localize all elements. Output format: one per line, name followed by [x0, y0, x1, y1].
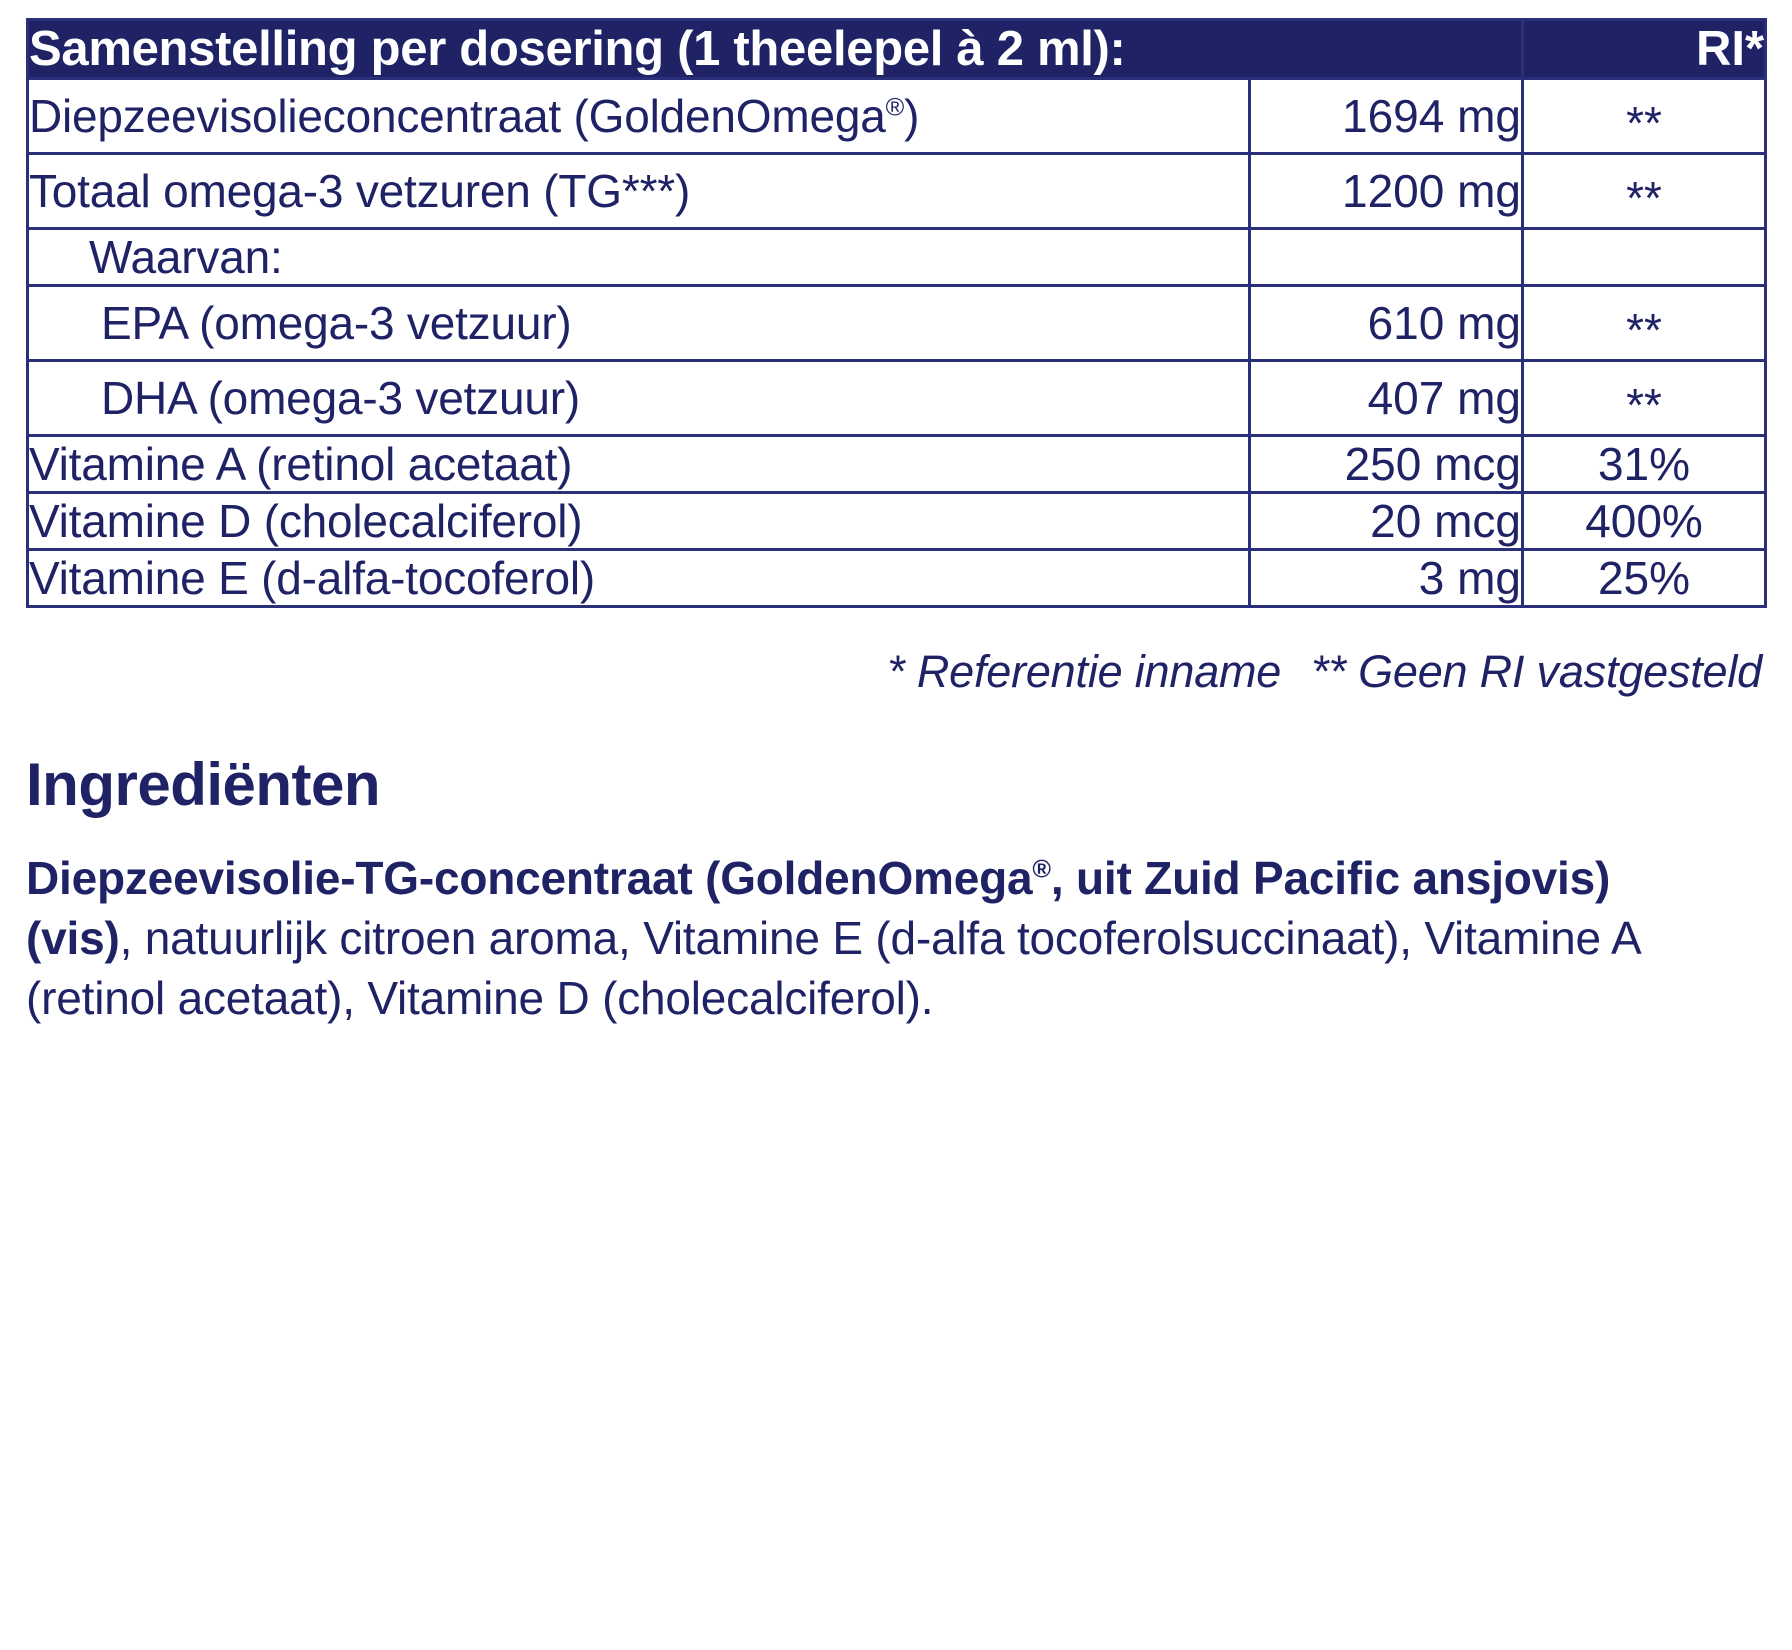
nutrient-name: EPA (omega-3 vetzuur)	[28, 286, 1250, 361]
nutrient-name: Diepzeevisolieconcentraat (GoldenOmega®)	[28, 79, 1250, 154]
nutrient-ri: **	[1523, 361, 1766, 436]
table-row	[28, 436, 1766, 493]
nutrition-table	[26, 18, 1767, 608]
table-body	[28, 79, 1766, 607]
table-header-row	[28, 20, 1766, 79]
table-row	[28, 154, 1766, 229]
ingredients-text	[26, 849, 1666, 1028]
footnote-no-ri: ** Geen RI vastgesteld	[1311, 646, 1762, 697]
nutrient-amount: 1200 mg	[1250, 154, 1523, 229]
nutrient-ri: 25%	[1523, 550, 1766, 607]
nutrient-name: Totaal omega-3 vetzuren (TG***)	[28, 154, 1250, 229]
table-row	[28, 286, 1766, 361]
nutrient-name: Vitamine E (d-alfa-tocoferol)	[28, 550, 1250, 607]
nutrient-ri: **	[1523, 154, 1766, 229]
table-header	[28, 20, 1766, 79]
nutrient-amount: 407 mg	[1250, 361, 1523, 436]
nutrient-ri: 400%	[1523, 493, 1766, 550]
table-row	[28, 493, 1766, 550]
nutrient-amount: 250 mcg	[1250, 436, 1523, 493]
nutrient-amount	[1250, 229, 1523, 286]
table-header-ri: RI*	[1523, 20, 1766, 79]
ingredients-rest-part: , natuurlijk citroen aroma, Vitamine E (d-alfa tocoferolsuccinaat), Vitamine A (retinol acetaat), Vitamine D (cholecalciferol).	[26, 911, 1639, 1024]
nutrient-ri: **	[1523, 79, 1766, 154]
table-title: Samenstelling per dosering (1 theelepel à 2 ml):	[28, 20, 1523, 79]
table-row	[28, 361, 1766, 436]
nutrient-amount: 20 mcg	[1250, 493, 1523, 550]
nutrient-ri: 31%	[1523, 436, 1766, 493]
nutrient-ri	[1523, 229, 1766, 286]
nutrient-name: Waarvan:	[28, 229, 1250, 286]
nutrient-amount: 610 mg	[1250, 286, 1523, 361]
nutrient-amount: 3 mg	[1250, 550, 1523, 607]
ingredients-title: Ingrediënten	[26, 751, 381, 818]
table-row	[28, 550, 1766, 607]
ingredients-bold-part: Diepzeevisolie-TG-concentraat (GoldenOmega®, uit Zuid Pacific ansjovis) (vis)	[26, 852, 1611, 964]
nutrient-name: DHA (omega-3 vetzuur)	[28, 361, 1250, 436]
nutrient-ri: **	[1523, 286, 1766, 361]
nutrient-name: Vitamine A (retinol acetaat)	[28, 436, 1250, 493]
table-row	[28, 79, 1766, 154]
nutrient-name: Vitamine D (cholecalciferol)	[28, 493, 1250, 550]
footnote-reference-intake: * Referentie inname	[887, 646, 1282, 697]
nutrient-amount: 1694 mg	[1250, 79, 1523, 154]
table-row	[28, 229, 1766, 286]
table-footnotes	[26, 646, 1766, 698]
